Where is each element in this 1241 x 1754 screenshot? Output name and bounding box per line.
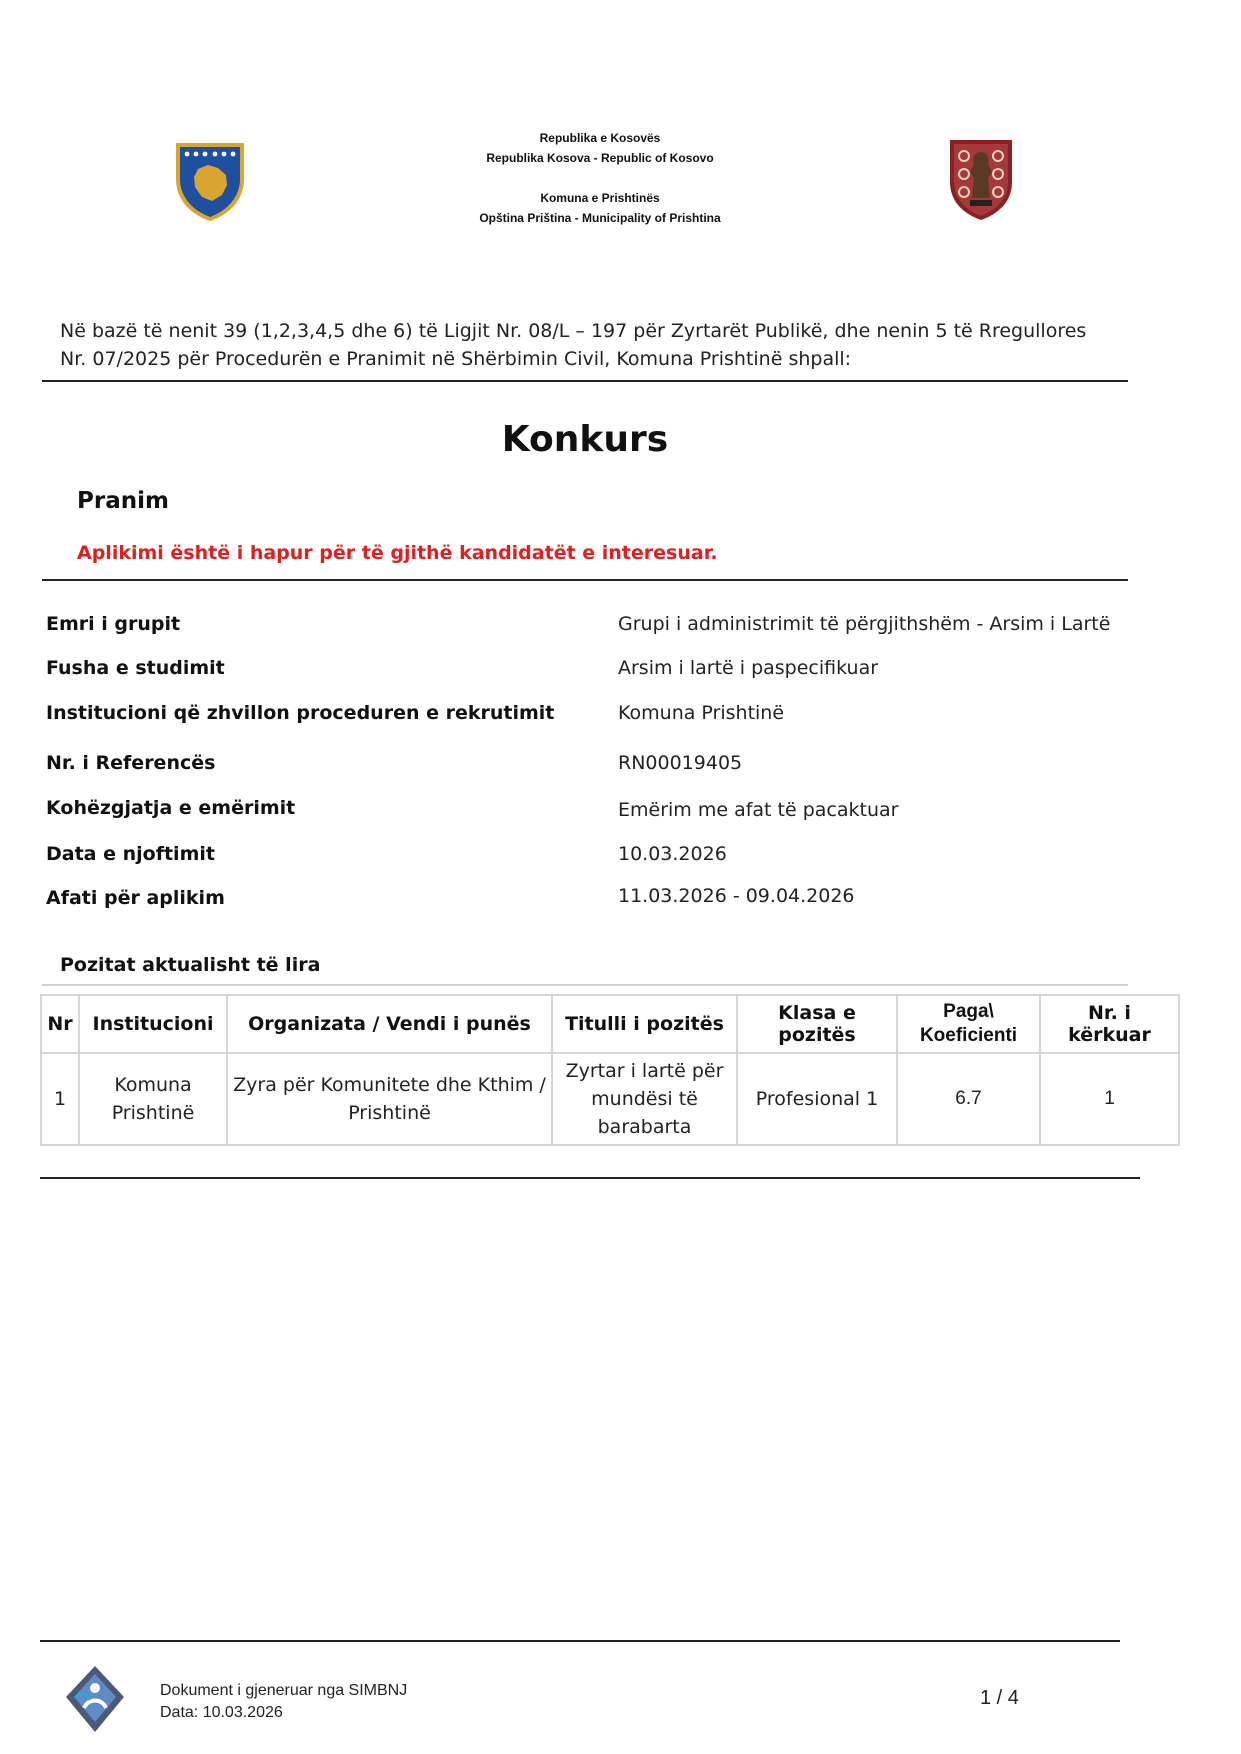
detail-label-field-of-study: Fusha e studimit (46, 657, 225, 679)
column-header-position-class: Klasa e pozitës (737, 995, 897, 1053)
detail-value-notice-date: 10.03.2026 (618, 843, 727, 865)
table-row (41, 1053, 1179, 1145)
detail-label-group-name: Emri i grupit (46, 613, 181, 635)
prishtina-coat-of-arms-icon (948, 138, 1014, 222)
header-line-republic-translations: Republika Kosova - Republic of Kosovo (486, 151, 714, 165)
detail-label-application-deadline: Afati për aplikim (46, 887, 225, 909)
column-header-institution: Institucioni (79, 995, 227, 1053)
column-header-required-count: Nr. i kërkuar (1040, 995, 1179, 1053)
positions-section-title: Pozitat aktualisht të lira (60, 954, 321, 976)
positions-table (40, 994, 1180, 1146)
detail-value-reference: RN00019405 (618, 752, 743, 774)
detail-label-appointment-duration: Kohëzgjatja e emërimit (46, 797, 296, 819)
footer-divider (40, 1640, 1120, 1642)
divider (40, 1177, 1140, 1179)
divider (42, 984, 1128, 986)
detail-label-reference: Nr. i Referencës (46, 752, 216, 774)
cell-required-count: 1 (1040, 1053, 1179, 1145)
cell-institution: Komuna Prishtinë (79, 1053, 227, 1145)
page-title: Konkurs (501, 419, 669, 460)
cell-position-class: Profesional 1 (737, 1053, 897, 1145)
header-line-municipality-translations: Opština Priština - Municipality of Prishtina (479, 211, 721, 225)
detail-label-institution: Institucioni që zhvillon proceduren e rekrutimit (46, 702, 555, 724)
column-header-salary-coefficient: Paga\ Koeficienti (897, 995, 1040, 1053)
cell-nr: 1 (41, 1053, 79, 1145)
open-application-notice: Aplikimi është i hapur për të gjithë kandidatët e interesuar. (77, 542, 718, 564)
footer-generated-info (160, 1680, 407, 1724)
detail-value-field-of-study: Arsim i lartë i paspecifikuar (618, 657, 879, 679)
detail-value-institution: Komuna Prishtinë (618, 702, 785, 724)
cell-position-title: Zyrtar i lartë për mundësi të barabarta (552, 1053, 737, 1145)
footer-generated-by: Dokument i gjeneruar nga SIMBNJ (160, 1682, 408, 1699)
divider (42, 380, 1128, 382)
cell-organization: Zyra për Komunitete dhe Kthim / Prishtinë (227, 1053, 552, 1145)
announcement-type: Pranim (77, 488, 169, 514)
detail-value-appointment-duration: Emërim me afat të pacaktuar (618, 799, 899, 821)
cell-salary-coefficient: 6.7 (897, 1053, 1040, 1145)
page-number: 1 / 4 (980, 1687, 1019, 1709)
detail-value-group-name: Grupi i administrimit të përgjithshëm - Arsim i Lartë (618, 613, 1111, 635)
column-header-organization: Organizata / Vendi i punës (227, 995, 552, 1053)
table-header-row (41, 995, 1179, 1053)
footer-date: Data: 10.03.2026 (160, 1704, 283, 1721)
detail-label-notice-date: Data e njoftimit (46, 843, 215, 865)
kosovo-coat-of-arms-icon (172, 139, 248, 223)
column-header-nr: Nr (41, 995, 79, 1053)
detail-value-application-deadline: 11.03.2026 - 09.04.2026 (618, 885, 855, 907)
header-institution (420, 128, 780, 228)
header-line-municipality: Komuna e Prishtinës (540, 191, 660, 205)
divider (42, 579, 1128, 581)
legal-basis-paragraph: Në bazë të nenit 39 (1,2,3,4,5 dhe 6) të Ligjit Nr. 08/L – 197 për Zyrtarët Publikë, dhe nenin 5 të Rregullores Nr. 07/2025 për Procedurën e Pranimit në Shërbimin Civil, Komuna Prishtinë shpall: (60, 320, 1087, 370)
header-line-republic: Republika e Kosovës (539, 131, 661, 145)
column-header-position-title: Titulli i pozitës (552, 995, 737, 1053)
simbnj-logo-icon (62, 1664, 128, 1734)
